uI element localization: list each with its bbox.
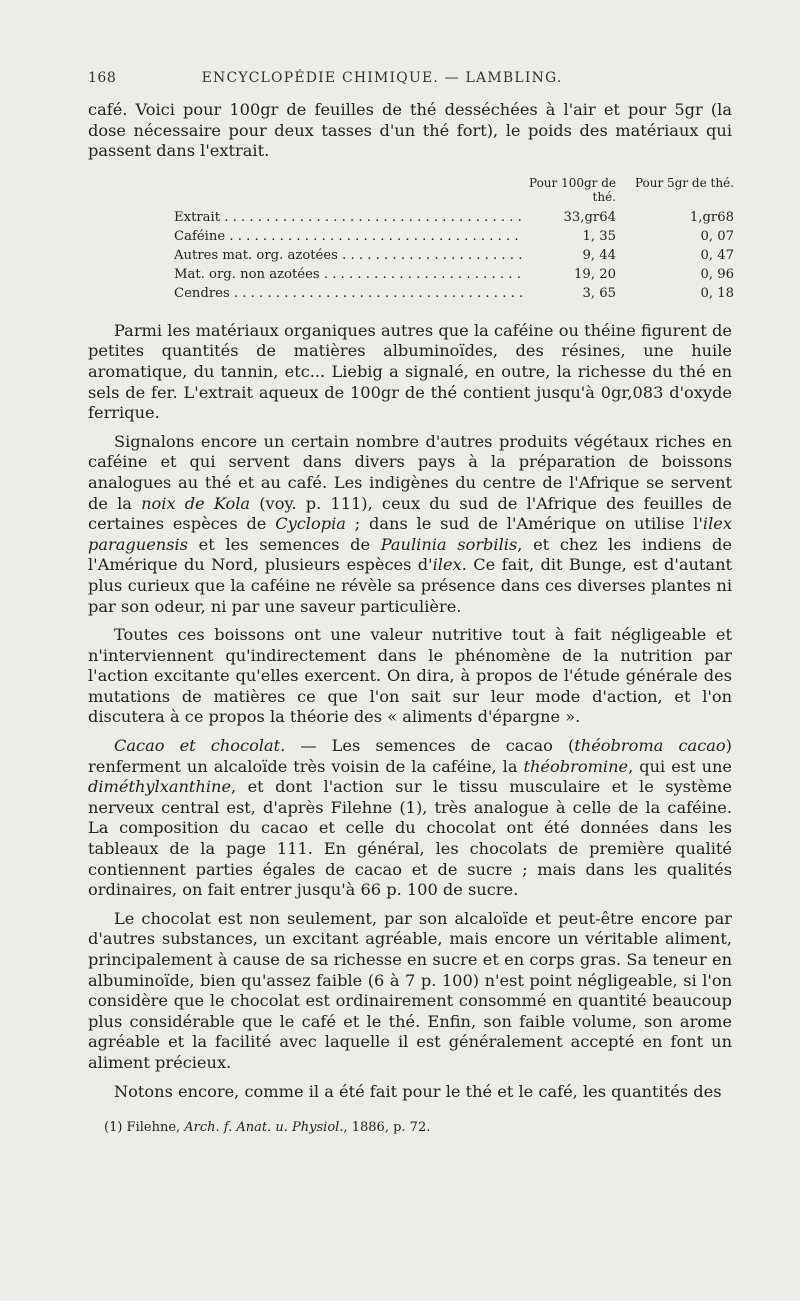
value-per-5g: 0, 47 — [700, 247, 734, 263]
paragraph-chocolate: Le chocolat est non seulement, par son alcaloïde et peut-être encore par d'autres substances, un excitant agréable, mais encore un véritable aliment, principalement à cause de sa richesse en sucre et en corps gras. Sa teneur en albuminoïde, bien qu'assez faible (6 à 7 p. 100) n'est point négligeable, si l'on considère que le chocolat est ordinairement consommé en quantité beaucoup plus considérable que le café et le thé. Enfin, son faible volume, son arome agréable et la facilité avec laquelle il est généralement accepté en font un aliment précieux. — [88, 908, 732, 1072]
table-row — [174, 227, 734, 246]
table-row — [174, 246, 734, 265]
term-dimethylxanthine: diméthylxanthine — [88, 777, 232, 797]
value-per-100g: 1, 35 — [582, 228, 616, 244]
value-per-100g: 19, 20 — [574, 266, 616, 282]
value-per-100g: 3, 65 — [582, 285, 616, 301]
value-per-5g: 0, 07 — [700, 228, 734, 244]
col2-header: Pour 5gr de thé. — [634, 175, 734, 190]
paragraph-materials: Parmi les matériaux organiques autres que la caféine ou théine figurent de petites quantités de matières albuminoïdes, des résines, une huile aromatique, du tannin, etc... Liebig a signalé, en outre, la richesse du thé en sels de fer. L'extrait aqueux de 100gr de thé contient jusqu'à 0gr,083 d'oxyde ferrique. — [88, 320, 732, 423]
term-ilex-paraguensis: ilex paraguensis — [88, 514, 732, 554]
paragraph-other-products: Signalons encore un certain nombre d'autres produits végétaux riches en caféine et qui servent dans divers pays à la préparation de boissons analogues au thé et au café. Les indigènes du centre de l'Afrique se servent de la noix de Kola (voy. p. 111), ceux du sud de l'Afrique des feuilles de certaines espèces de Cyclopia ; dans le sud de l'Amérique on utilise l'ilex paraguensis et les semences de Paulinia sorbilis, et chez les indiens de l'Amérique du Nord, plusieurs espèces d'ilex. Ce fait, dit Bunge, est d'autant plus curieux que la caféine ne révèle sa présence dans ces diverses plantes ni par son odeur, ni par une saveur particulière. — [88, 431, 732, 616]
term-theobroma: théobroma cacao — [574, 736, 726, 756]
page-header — [88, 70, 648, 86]
paragraph-cacao: Cacao et chocolat. — Les semences de cacao (théobroma cacao) renferment un alcaloïde très voisin de la caféine, la théobromine, qui est une diméthylxanthine, et dont l'action sur le tissu musculaire et le système nerveux central est, d'après Filehne (1), très analogue à celle de la caféine. La composition du cacao et celle du chocolat ont été données dans les tableaux de la page 111. En général, les chocolats de première qualité contiennent parties égales de cacao et de sucre ; mais dans les qualités ordinaires, on fait entrer jusqu'à 66 p. 100 de sucre. — [88, 736, 732, 900]
table-row — [174, 208, 734, 227]
value-per-5g: 0, 96 — [700, 266, 734, 282]
col1-header: Pour 100gr de thé. — [528, 175, 616, 204]
page-number: 168 — [88, 70, 117, 86]
table-header — [174, 176, 734, 204]
footnote-journal: Arch. f. Anat. u. Physiol. — [184, 1120, 344, 1136]
paragraph-final: Notons encore, comme il a été fait pour le thé et le café, les quantités des — [114, 1081, 722, 1101]
row-label: Mat. org. non azotées . . . — [174, 265, 524, 284]
paragraph-nutritive-value: Toutes ces boissons ont une valeur nutritive tout à fait négligeable et n'interviennent qu'indirectement dans le phénomène de la nutrition par l'action excitante qu'elles exercent. On dira, à propos de l'étude générale des mutations de matières ce que l'on sait sur leur mode d'action, et l'on discutera à ce propos la théorie des « aliments d'épargne ». — [88, 625, 732, 727]
section-title-cacao: Cacao et chocolat. — [114, 736, 286, 756]
term-cyclopia: Cyclopia — [275, 514, 346, 534]
row-label: Extrait . . . — [174, 208, 524, 227]
value-per-100g: 33,gr64 — [563, 209, 616, 225]
footnote: (1) Filehne, Arch. f. Anat. u. Physiol., 1886, p. 72. — [104, 1120, 431, 1136]
table-row — [174, 265, 734, 284]
term-paulinia: Paulinia sorbilis — [380, 534, 518, 554]
row-label: Cendres . . . — [174, 284, 524, 303]
row-label: Caféine . . . — [174, 227, 524, 246]
table-row — [174, 284, 734, 303]
term-ilex: ilex — [432, 555, 462, 575]
value-per-5g: 1,gr68 — [689, 209, 734, 225]
term-noix-de-kola: noix de Kola — [141, 493, 251, 513]
tea-extract-table — [174, 176, 734, 303]
value-per-5g: 0, 18 — [700, 285, 734, 301]
intro-paragraph: café. Voici pour 100gr de feuilles de thé desséchées à l'air et pour 5gr (la dose nécessaire pour deux tasses d'un thé fort), le poids des matériaux qui passent dans l'extrait. — [88, 100, 732, 161]
value-per-100g: 9, 44 — [582, 247, 616, 263]
term-theobromine: théobromine — [523, 756, 629, 776]
row-label: Autres mat. org. azotées . . . — [174, 246, 524, 265]
running-title: ENCYCLOPÉDIE CHIMIQUE. — LAMBLING. — [201, 70, 563, 86]
